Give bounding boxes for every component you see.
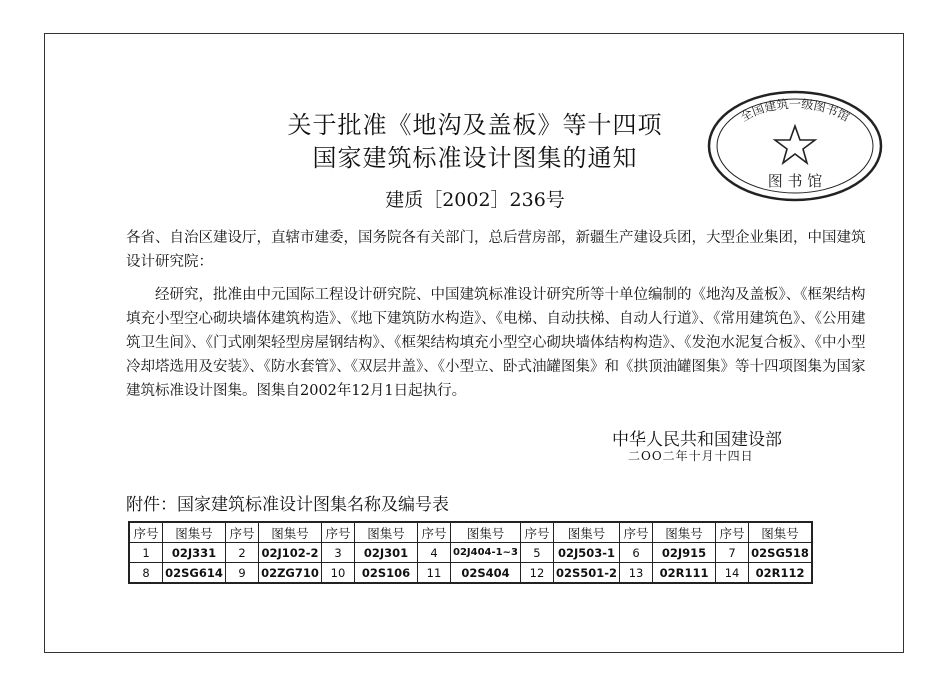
notice-title-line1: 关于批准《地沟及盖板》等十四项: [287, 111, 663, 139]
atlas-index-table: [128, 521, 813, 584]
seal-arc-text: 全国建筑一级图书馆: [737, 97, 853, 125]
seq-cell: 13: [620, 563, 653, 584]
code-cell: 02J503-1: [553, 543, 619, 563]
header-code: 图集号: [451, 522, 521, 543]
seq-cell: 2: [226, 543, 259, 563]
seq-cell: 12: [520, 563, 553, 584]
code-cell: 02SG614: [163, 563, 226, 584]
annex-title: 附件：国家建筑标准设计图集名称及编号表: [126, 495, 449, 515]
seq-cell: 14: [716, 563, 749, 584]
code-cell: 02J102-2: [259, 543, 322, 563]
code-cell: 02J301: [355, 543, 418, 563]
seq-cell: 1: [129, 543, 163, 563]
header-code: 图集号: [355, 522, 418, 543]
seq-cell: 4: [418, 543, 451, 563]
header-seq: 序号: [520, 522, 553, 543]
seq-cell: 6: [620, 543, 653, 563]
seq-cell: 5: [520, 543, 553, 563]
seq-cell: 9: [226, 563, 259, 584]
signature-date: 二OO二年十月十四日: [628, 449, 754, 463]
code-cell: 02R112: [749, 563, 813, 584]
header-code: 图集号: [259, 522, 322, 543]
header-seq: 序号: [620, 522, 653, 543]
signature-organization: 中华人民共和国建设部: [612, 430, 782, 450]
code-cell: 02S404: [451, 563, 521, 584]
seal-bottom-text: 图 书 馆: [767, 172, 823, 190]
seq-cell: 7: [716, 543, 749, 563]
notice-title-line2: 国家建筑标准设计图集的通知: [312, 144, 638, 172]
seq-cell: 11: [418, 563, 451, 584]
header-code: 图集号: [553, 522, 619, 543]
seq-cell: 10: [322, 563, 355, 584]
notice-body-paragraph: 经研究，批准由中元国际工程设计研究院、中国建筑标准设计研究所等十单位编制的《地沟及盖板》、《框架结构填充小型空心砌块墙体建筑构造》、《地下建筑防水构造》、《电梯、自动扶梯、自动人行道》、《常用建筑色》、《公用建筑卫生间》、《门式刚架轻型房屋钢结构》、《框架结构填充小型空心砌块墙体结构构造》、《发泡水泥复合板》、《中小型冷却塔选用及安装》、《防水套管》、《双层井盖》、《小型立、卧式油罐图集》和《拱顶油罐图集》等十四项图集为国家建筑标准设计图集。图集自2002年12月1日起执行。: [126, 287, 866, 399]
code-cell: 02S501-2: [553, 563, 619, 584]
seq-cell: 3: [322, 543, 355, 563]
code-cell: 02J915: [653, 543, 716, 563]
header-seq: 序号: [418, 522, 451, 543]
library-seal-stamp: [705, 88, 885, 204]
header-seq: 序号: [129, 522, 163, 543]
table-row: [129, 543, 812, 563]
code-cell: 02ZG710: [259, 563, 322, 584]
code-cell: 02S106: [355, 563, 418, 584]
code-cell: 02J331: [163, 543, 226, 563]
header-seq: 序号: [716, 522, 749, 543]
document-number: 建质［2002］236号: [385, 189, 565, 211]
header-seq: 序号: [322, 522, 355, 543]
header-seq: 序号: [226, 522, 259, 543]
header-code: 图集号: [653, 522, 716, 543]
header-code: 图集号: [749, 522, 813, 543]
table-header-row: [129, 522, 812, 543]
code-cell: 02R111: [653, 563, 716, 584]
code-cell: 02SG518: [749, 543, 813, 563]
seq-cell: 8: [129, 563, 163, 584]
code-cell: 02J404-1~3: [451, 543, 521, 563]
header-code: 图集号: [163, 522, 226, 543]
addressees-paragraph: 各省、自治区建设厅，直辖市建委，国务院各有关部门，总后营房部，新疆生产建设兵团，大型企业集团，中国建筑设计研究院：: [126, 230, 866, 270]
table-row: [129, 563, 812, 584]
seal-star-icon: [775, 126, 815, 163]
